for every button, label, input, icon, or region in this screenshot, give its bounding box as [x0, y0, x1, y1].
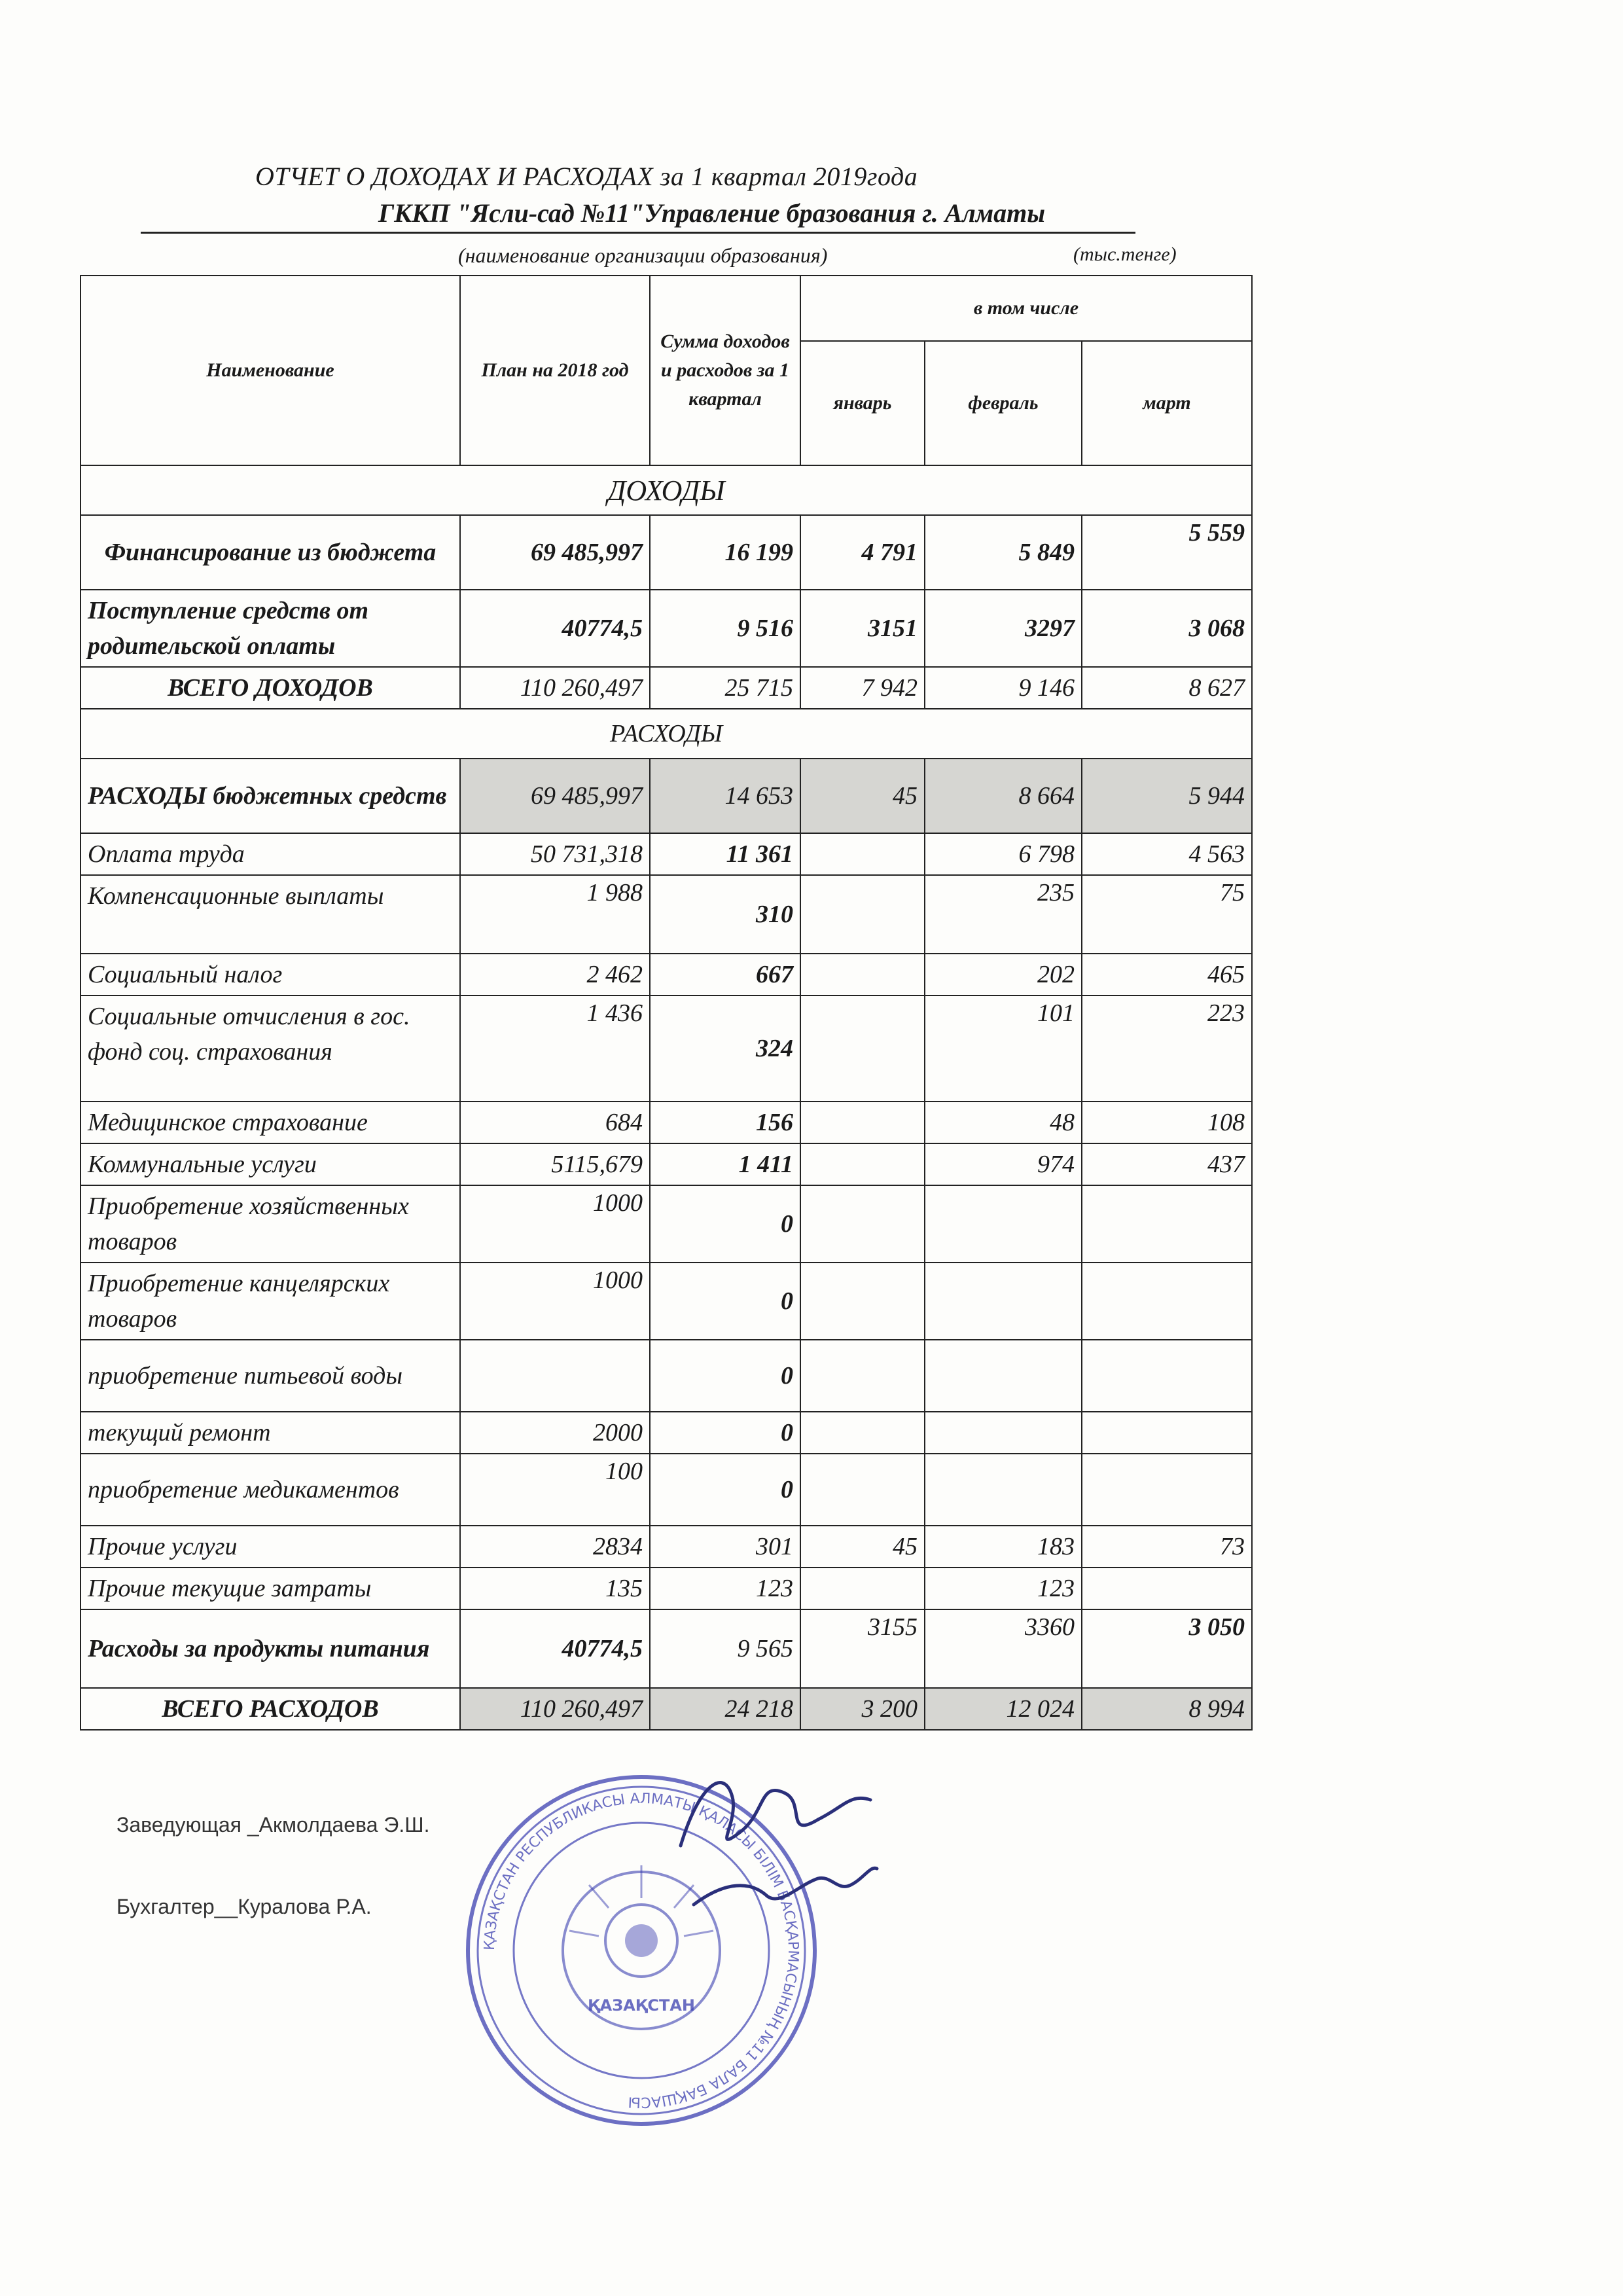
cell-mar: 8 994	[1082, 1688, 1252, 1730]
income-total-row	[80, 667, 1252, 709]
cell-sum: 324	[650, 996, 800, 1102]
col-header-name: Наименование	[80, 276, 460, 465]
cell-mar	[1082, 1454, 1252, 1526]
table-row	[80, 1609, 1252, 1688]
cell-sum: 0	[650, 1412, 800, 1454]
organization-name: ГККП "Ясли-сад №11"Управление бразования г. Алматы	[378, 198, 1046, 228]
cell-sum: 1 411	[650, 1143, 800, 1185]
col-header-feb: февраль	[925, 341, 1082, 465]
cell-mar: 437	[1082, 1143, 1252, 1185]
row-name: Расходы за продукты питания	[80, 1609, 460, 1688]
cell-jan	[800, 833, 925, 875]
cell-mar	[1082, 1263, 1252, 1340]
row-name: приобретение медикаментов	[80, 1454, 460, 1526]
row-name: Социальный налог	[80, 954, 460, 996]
cell-feb: 202	[925, 954, 1082, 996]
cell-feb: 48	[925, 1102, 1082, 1143]
cell-feb	[925, 1412, 1082, 1454]
col-header-sum: Сумма доходов и расходов за 1 квартал	[650, 276, 800, 465]
row-name: РАСХОДЫ бюджетных средств	[80, 759, 460, 833]
cell-mar: 5 944	[1082, 759, 1252, 833]
accountant-signature-line: Бухгалтер__Куралова Р.А.	[116, 1895, 372, 1918]
cell-feb: 6 798	[925, 833, 1082, 875]
table-row	[80, 1340, 1252, 1412]
cell-plan	[460, 1340, 650, 1412]
cell-jan: 7 942	[800, 667, 925, 709]
cell-plan: 135	[460, 1568, 650, 1609]
report-table	[80, 275, 1253, 1731]
row-name: Прочие услуги	[80, 1526, 460, 1568]
row-name: приобретение питьевой воды	[80, 1340, 460, 1412]
cell-mar: 73	[1082, 1526, 1252, 1568]
row-name: ВСЕГО ДОХОДОВ	[80, 667, 460, 709]
cell-mar	[1082, 1185, 1252, 1263]
cell-plan: 2834	[460, 1526, 650, 1568]
table-row	[80, 1568, 1252, 1609]
cell-mar	[1082, 1340, 1252, 1412]
cell-sum: 0	[650, 1454, 800, 1526]
cell-sum: 14 653	[650, 759, 800, 833]
title-underline	[141, 232, 1135, 234]
cell-sum: 9 516	[650, 590, 800, 667]
cell-sum: 0	[650, 1263, 800, 1340]
cell-mar: 108	[1082, 1102, 1252, 1143]
cell-sum: 0	[650, 1185, 800, 1263]
cell-plan: 110 260,497	[460, 667, 650, 709]
cell-plan: 5115,679	[460, 1143, 650, 1185]
cell-mar: 5 559	[1082, 515, 1252, 590]
handwritten-signature	[654, 1754, 916, 1924]
table-row	[80, 1412, 1252, 1454]
cell-plan: 1000	[460, 1185, 650, 1263]
row-name: Компенсационные выплаты	[80, 875, 460, 954]
cell-mar: 75	[1082, 875, 1252, 954]
table-row	[80, 1143, 1252, 1185]
expense-total-row	[80, 1688, 1252, 1730]
table-row	[80, 875, 1252, 954]
cell-jan	[800, 875, 925, 954]
row-name: Поступление средств от родительской оплаты	[80, 590, 460, 667]
stamp-ring-text: ҚАЗАҚСТАН РЕСПУБЛИКАСЫ АЛМАТЫ ҚАЛАСЫ БІЛІМ БАСҚАРМАСЫНЫҢ №11 БАЛА БАҚШАСЫ	[481, 1790, 802, 2111]
cell-jan: 4 791	[800, 515, 925, 590]
cell-jan: 3 200	[800, 1688, 925, 1730]
cell-feb: 3297	[925, 590, 1082, 667]
row-name: Приобретение канцелярских товаров	[80, 1263, 460, 1340]
col-header-plan: План на 2018 год	[460, 276, 650, 465]
cell-feb: 235	[925, 875, 1082, 954]
row-name: Социальные отчисления в гос. фонд соц. страхования	[80, 996, 460, 1102]
cell-sum: 310	[650, 875, 800, 954]
cell-mar: 4 563	[1082, 833, 1252, 875]
table-row	[80, 590, 1252, 667]
cell-sum: 0	[650, 1340, 800, 1412]
cell-jan	[800, 1412, 925, 1454]
row-name: ВСЕГО РАСХОДОВ	[80, 1688, 460, 1730]
organization-caption: (наименование организации образования)	[458, 243, 828, 267]
cell-jan	[800, 1185, 925, 1263]
cell-feb: 8 664	[925, 759, 1082, 833]
cell-plan: 50 731,318	[460, 833, 650, 875]
cell-plan: 69 485,997	[460, 759, 650, 833]
cell-mar: 3 050	[1082, 1609, 1252, 1688]
cell-mar: 465	[1082, 954, 1252, 996]
row-name: Прочие текущие затраты	[80, 1568, 460, 1609]
col-header-jan: январь	[800, 341, 925, 465]
cell-jan	[800, 1143, 925, 1185]
cell-feb: 9 146	[925, 667, 1082, 709]
head-signature-line: Заведующая _Акмолдаева Э.Ш.	[116, 1813, 430, 1837]
table-row	[80, 1102, 1252, 1143]
table-row	[80, 1185, 1252, 1263]
cell-jan	[800, 1340, 925, 1412]
cell-sum: 123	[650, 1568, 800, 1609]
cell-sum: 25 715	[650, 667, 800, 709]
cell-feb	[925, 1263, 1082, 1340]
expense-section-title: РАСХОДЫ	[80, 709, 1252, 759]
cell-mar	[1082, 1568, 1252, 1609]
cell-jan	[800, 954, 925, 996]
cell-jan	[800, 1263, 925, 1340]
cell-jan	[800, 996, 925, 1102]
cell-plan: 2000	[460, 1412, 650, 1454]
row-name: текущий ремонт	[80, 1412, 460, 1454]
report-title: ОТЧЕТ О ДОХОДАХ И РАСХОДАХ за 1 квартал 2019года	[255, 162, 918, 191]
row-name: Финансирование из бюджета	[80, 515, 460, 590]
cell-feb: 123	[925, 1568, 1082, 1609]
table-row	[80, 515, 1252, 590]
table-row	[80, 759, 1252, 833]
cell-jan: 45	[800, 1526, 925, 1568]
cell-mar: 8 627	[1082, 667, 1252, 709]
cell-plan: 1000	[460, 1263, 650, 1340]
cell-feb	[925, 1185, 1082, 1263]
cell-sum: 301	[650, 1526, 800, 1568]
cell-jan: 45	[800, 759, 925, 833]
cell-plan: 69 485,997	[460, 515, 650, 590]
stamp-center-text: ҚАЗАҚСТАН	[587, 1996, 696, 2015]
cell-jan: 3155	[800, 1609, 925, 1688]
table-row	[80, 1526, 1252, 1568]
col-header-including: в том числе	[800, 276, 1252, 341]
cell-feb: 12 024	[925, 1688, 1082, 1730]
table-row	[80, 1263, 1252, 1340]
cell-sum: 667	[650, 954, 800, 996]
cell-plan: 40774,5	[460, 1609, 650, 1688]
cell-plan: 1 988	[460, 875, 650, 954]
cell-mar	[1082, 1412, 1252, 1454]
row-name: Коммунальные услуги	[80, 1143, 460, 1185]
cell-feb: 101	[925, 996, 1082, 1102]
cell-jan	[800, 1568, 925, 1609]
unit-caption: (тыс.тенге)	[1073, 243, 1177, 265]
cell-sum: 24 218	[650, 1688, 800, 1730]
row-name: Медицинское страхование	[80, 1102, 460, 1143]
cell-sum: 16 199	[650, 515, 800, 590]
row-name: Оплата труда	[80, 833, 460, 875]
cell-plan: 2 462	[460, 954, 650, 996]
cell-sum: 11 361	[650, 833, 800, 875]
table-row	[80, 954, 1252, 996]
cell-feb	[925, 1340, 1082, 1412]
col-header-mar: март	[1082, 341, 1252, 465]
cell-feb: 3360	[925, 1609, 1082, 1688]
cell-plan: 684	[460, 1102, 650, 1143]
cell-sum: 9 565	[650, 1609, 800, 1688]
cell-feb	[925, 1454, 1082, 1526]
row-name: Приобретение хозяйственных товаров	[80, 1185, 460, 1263]
table-row	[80, 833, 1252, 875]
cell-mar: 223	[1082, 996, 1252, 1102]
cell-plan: 40774,5	[460, 590, 650, 667]
cell-mar: 3 068	[1082, 590, 1252, 667]
income-section-title: ДОХОДЫ	[80, 465, 1252, 515]
cell-plan: 110 260,497	[460, 1688, 650, 1730]
cell-jan	[800, 1102, 925, 1143]
cell-plan: 100	[460, 1454, 650, 1526]
table-row	[80, 1454, 1252, 1526]
table-row	[80, 996, 1252, 1102]
cell-jan: 3151	[800, 590, 925, 667]
cell-feb: 5 849	[925, 515, 1082, 590]
cell-plan: 1 436	[460, 996, 650, 1102]
cell-jan	[800, 1454, 925, 1526]
cell-feb: 974	[925, 1143, 1082, 1185]
cell-feb: 183	[925, 1526, 1082, 1568]
cell-sum: 156	[650, 1102, 800, 1143]
